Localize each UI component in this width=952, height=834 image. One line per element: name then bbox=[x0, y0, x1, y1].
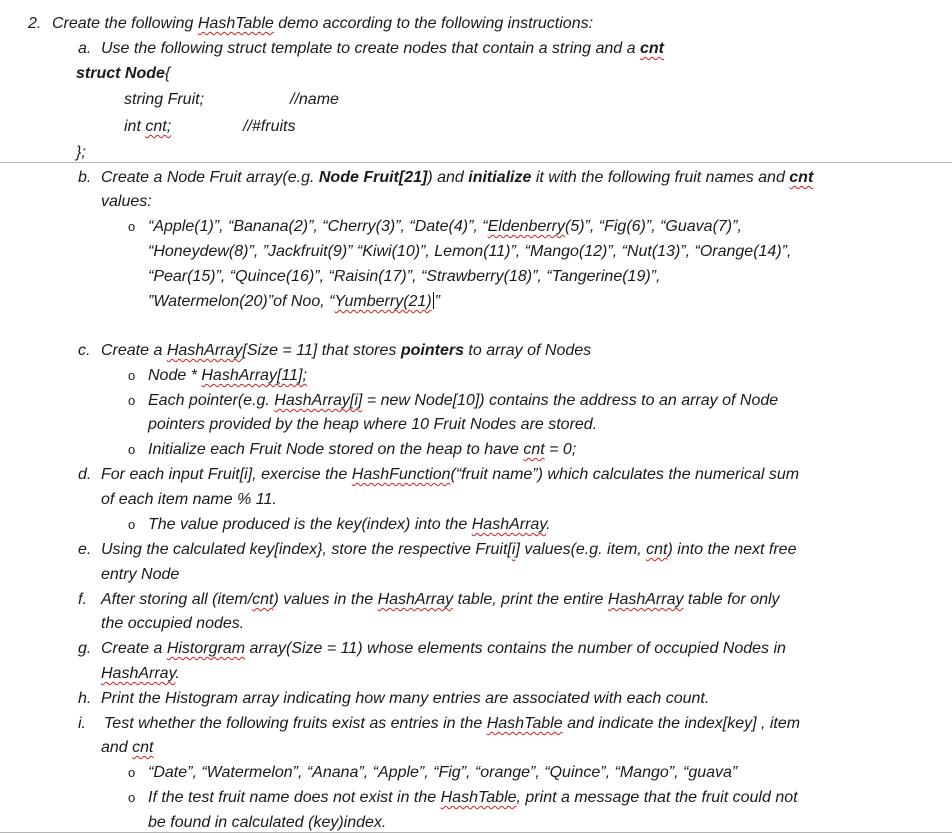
text-cursor bbox=[433, 292, 434, 309]
item-e-text-cont: entry Node bbox=[101, 566, 180, 583]
struct-field-cnt: int cnt; bbox=[124, 118, 172, 135]
item-i-sub-2: If the test fruit name does not exist in the HashTable, print a message that the fruit could not bbox=[148, 789, 798, 806]
fruit-list-line-2: “Honeydew(8)”, ”Jackfruit(9)” “Kiwi(10)”, Lemon(11)”, “Mango(12)”, “Nut(13)”, “Orange(14)”, bbox=[148, 243, 792, 260]
item-e-text: Using the calculated key[index}, store the respective Fruit[i] values(e.g. item, cnt) into the next free bbox=[101, 541, 797, 558]
item-g-label: g. bbox=[78, 640, 92, 657]
bullet: o bbox=[128, 219, 136, 234]
struct-header: struct Node{ bbox=[76, 65, 171, 82]
item-c-text: Create a HashArray[Size = 11] that stores pointers to array of Nodes bbox=[101, 342, 592, 359]
question-number: 2. bbox=[28, 15, 42, 32]
item-b-text: Create a Node Fruit array(e.g. Node Fruit[21]) and initialize it with the following fruit names and cnt bbox=[101, 169, 814, 186]
item-c-label: c. bbox=[78, 342, 91, 359]
item-i-sub-2-cont: be found in calculated (key)index. bbox=[148, 814, 387, 831]
item-c-sub-3: Initialize each Fruit Node stored on the heap to have cnt = 0; bbox=[148, 441, 577, 458]
bullet: o bbox=[128, 517, 136, 532]
fruit-list-line-1: “Apple(1)”, “Banana(2)”, “Cherry(3)”, “Date(4)”, “Eldenberry(5)”, “Fig(6)”, “Guava(7)”, bbox=[148, 218, 742, 235]
item-c-sub-2-cont: pointers provided by the heap where 10 Fruit Nodes are stored. bbox=[148, 416, 598, 433]
item-d-text-cont: of each item name % 11. bbox=[101, 491, 277, 508]
struct-close: }; bbox=[76, 144, 86, 161]
bullet: o bbox=[128, 790, 136, 805]
item-h-label: h. bbox=[78, 690, 92, 707]
item-f-label: f. bbox=[78, 591, 87, 608]
item-i-text: Test whether the following fruits exist as entries in the HashTable and indicate the index[key] , item bbox=[104, 715, 801, 732]
page-divider bbox=[0, 162, 952, 163]
fruit-list-line-3: “Pear(15)”, “Quince(16)”, “Raisin(17)”, “Strawberry(18)”, “Tangerine(19)”, bbox=[148, 268, 661, 285]
item-c-sub-1: Node * HashArray[11]; bbox=[148, 367, 307, 384]
item-d-sub-1: The value produced is the key(index) into the HashArray. bbox=[148, 516, 551, 533]
bullet: o bbox=[128, 393, 136, 408]
test-fruit-list: “Date”, “Watermelon”, “Anana”, “Apple”, “Fig”, “orange”, “Quince”, “Mango”, “guava” bbox=[148, 764, 738, 781]
item-h-text: Print the Histogram array indicating how many entries are associated with each count. bbox=[101, 690, 710, 707]
item-i-text-cont: and cnt bbox=[101, 739, 154, 756]
item-b-label: b. bbox=[78, 169, 92, 186]
bullet: o bbox=[128, 442, 136, 457]
item-g-text-cont: HashArray. bbox=[101, 665, 180, 682]
fruit-list-line-4: ”Watermelon(20)”of Noo, “Yumberry(21) ” bbox=[148, 293, 440, 310]
struct-comment-name: //name bbox=[290, 91, 339, 108]
item-b-text-cont: values: bbox=[101, 193, 152, 210]
item-d-label: d. bbox=[78, 466, 92, 483]
struct-comment-fruits: //#fruits bbox=[243, 118, 296, 135]
bullet: o bbox=[128, 368, 136, 383]
item-g-text: Create a Historgram array(Size = 11) whose elements contains the number of occupied Nodes in bbox=[101, 640, 786, 657]
item-i-label: i. bbox=[78, 715, 86, 732]
item-a-label: a. bbox=[78, 40, 92, 57]
question-intro: Create the following HashTable demo according to the following instructions: bbox=[52, 15, 594, 32]
item-e-label: e. bbox=[78, 541, 92, 558]
bullet: o bbox=[128, 765, 136, 780]
item-d-text: For each input Fruit[i], exercise the HashFunction(“fruit name”) which calculates the numerical sum bbox=[101, 466, 800, 483]
item-a-text: Use the following struct template to create nodes that contain a string and a cnt bbox=[101, 40, 664, 57]
page-bottom-rule bbox=[0, 832, 952, 833]
item-c-sub-2: Each pointer(e.g. HashArray[i] = new Node[10]) contains the address to an array of Node bbox=[148, 392, 779, 409]
item-f-text-cont: the occupied nodes. bbox=[101, 615, 245, 632]
item-f-text: After storing all (item/cnt) values in the HashArray table, print the entire HashArray table for only bbox=[101, 591, 780, 608]
struct-field-fruit: string Fruit; bbox=[124, 91, 205, 108]
